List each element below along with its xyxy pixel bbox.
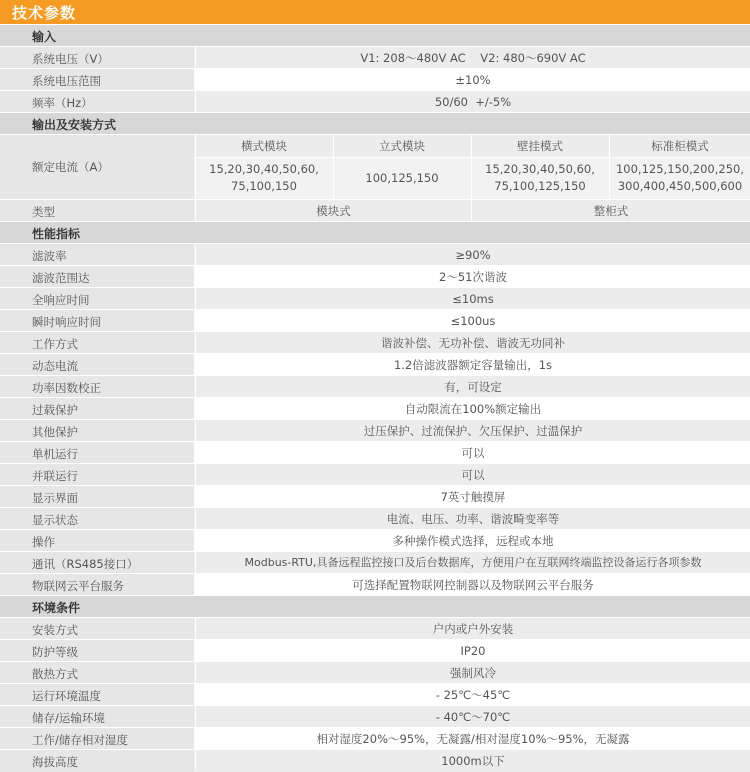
row-value: 50/60 +/-5%: [434, 95, 512, 109]
row-value: IP20: [460, 644, 486, 658]
table-row: [0, 508, 750, 530]
row-label: 物联网云平台服务: [32, 579, 124, 593]
row-value: 可选择配置物联网控制器以及物联网云平台服务: [352, 578, 594, 592]
divider: [333, 135, 334, 199]
row-label: 额定电流（A）: [32, 160, 109, 174]
row-value: ≥90%: [455, 248, 491, 262]
row-label: 海拔高度: [32, 755, 78, 769]
title-bar: [0, 0, 750, 24]
row-value: 户内或户外安装: [432, 622, 514, 636]
table-row: [0, 244, 750, 266]
section-title: 环境条件: [32, 601, 81, 615]
row-value: 多种操作模式选择，远程或本地: [392, 534, 554, 548]
section-header-output: [0, 113, 750, 135]
row-label: 工作/储存相对湿度: [32, 733, 128, 747]
divider: [471, 200, 472, 222]
table-row: [0, 288, 750, 310]
row-label: 储存/运输环境: [32, 711, 105, 725]
row-label: 操作: [32, 535, 55, 549]
row-value: Modbus-RTU,具备远程监控接口及后台数据库，方便用户在互联网终端监控设备运行各项参数: [244, 556, 702, 569]
row-label: 瞬时响应时间: [32, 315, 101, 329]
row-value: ≤100us: [450, 314, 496, 328]
row-label: 全响应时间: [32, 293, 90, 307]
table-row: [0, 684, 750, 706]
row-value: ≤10ms: [452, 292, 494, 306]
table-row: [0, 552, 750, 574]
row-label: 运行环境温度: [32, 689, 101, 703]
row-label: 滤波范围达: [32, 271, 90, 285]
section-header-environment: [0, 596, 750, 618]
row-label: 过载保护: [32, 403, 78, 417]
row-label: 其他保护: [32, 425, 78, 439]
row-value: 有，可设定: [444, 380, 502, 394]
row-value: 电流、电压、功率、谐波畸变率等: [386, 512, 560, 526]
section-title: 性能指标: [32, 227, 81, 241]
divider: [196, 157, 750, 158]
row-value: 7英寸触摸屏: [440, 490, 506, 504]
row-value: 强制风冷: [450, 666, 496, 680]
row-label: 滤波率: [32, 249, 67, 263]
row-value: 谐波补偿、无功补偿、谐波无功同补: [381, 336, 565, 350]
row-value: V1: 208～480V AC V2: 480～690V AC: [360, 51, 586, 65]
table-row: [0, 574, 750, 596]
row-label: 系统电压范围: [32, 74, 101, 88]
row-label: 系统电压（V）: [32, 52, 109, 66]
table-row: [0, 47, 750, 69]
table-row: [0, 420, 750, 442]
divider: [471, 135, 472, 199]
section-header-input: [0, 25, 750, 47]
row-label: 显示状态: [32, 513, 78, 527]
divider: [609, 135, 610, 199]
table-row: [0, 442, 750, 464]
page-title: 技术参数: [12, 4, 77, 22]
column-header: 标准柜模式: [610, 135, 750, 157]
row-label: 类型: [32, 205, 55, 219]
type-cabinet: 整柜式: [593, 204, 629, 218]
row-label: 功率因数校正: [32, 381, 101, 395]
table-row: [0, 69, 750, 91]
row-value: 可以: [461, 468, 485, 482]
table-row: [0, 750, 750, 772]
row-value: 1.2倍滤波器额定容量输出，1s: [393, 358, 553, 372]
row-label: 通讯（RS485接口）: [32, 557, 139, 571]
table-row: [0, 398, 750, 420]
row-value: - 25℃～45℃: [435, 688, 511, 702]
table-row: [0, 486, 750, 508]
table-row: [0, 728, 750, 750]
section-title: 输出及安装方式: [32, 118, 117, 132]
row-label: 防护等级: [32, 645, 78, 659]
table-row: [0, 640, 750, 662]
column-header: 壁挂模式: [472, 135, 608, 157]
row-label: 工作方式: [32, 337, 78, 351]
table-row: [0, 530, 750, 552]
row-value: 相对湿度20%～95%，无凝露/相对湿度10%～95%，无凝露: [316, 732, 630, 746]
table-row: [0, 662, 750, 684]
table-row: [0, 464, 750, 486]
table-row: [0, 618, 750, 640]
type-modular: 模块式: [316, 204, 351, 218]
row-value: ±10%: [455, 73, 491, 87]
table-row: [0, 354, 750, 376]
row-value: 可以: [461, 446, 485, 460]
row-value: - 40℃～70℃: [435, 710, 511, 724]
column-header: 横式模块: [196, 135, 332, 157]
row-value: 1000m以下: [441, 754, 505, 768]
row-label: 安装方式: [32, 623, 78, 637]
section-title: 输入: [32, 30, 57, 44]
table-row: [0, 332, 750, 354]
row-label: 频率（Hz）: [32, 96, 93, 110]
section-header-performance: [0, 222, 750, 244]
row-value: 过压保护、过流保护、欠压保护、过温保护: [363, 424, 583, 438]
table-row: [0, 376, 750, 398]
table-row: [0, 706, 750, 728]
rated-current-values: 15,20,30,40,50,60, 75,100,125,150: [485, 162, 595, 193]
row-label: 并联运行: [32, 469, 78, 483]
row-value: 自动限流在100%额定输出: [404, 402, 542, 416]
row-label: 单机运行: [32, 447, 78, 461]
row-label: 显示界面: [32, 491, 78, 505]
row-label: 散热方式: [32, 667, 78, 681]
column-header: 立式模块: [334, 135, 470, 157]
row-label: 动态电流: [32, 359, 78, 373]
rated-current-values: 100,125,150,200,250, 300,400,450,500,600: [615, 162, 745, 193]
table-row: [0, 266, 750, 288]
table-row: [0, 91, 750, 113]
row-value: 2～51次谐波: [439, 270, 507, 284]
rated-current-values: 100,125,150: [365, 171, 439, 185]
table-row: [0, 310, 750, 332]
rated-current-values: 15,20,30,40,50,60, 75,100,150: [209, 162, 319, 193]
